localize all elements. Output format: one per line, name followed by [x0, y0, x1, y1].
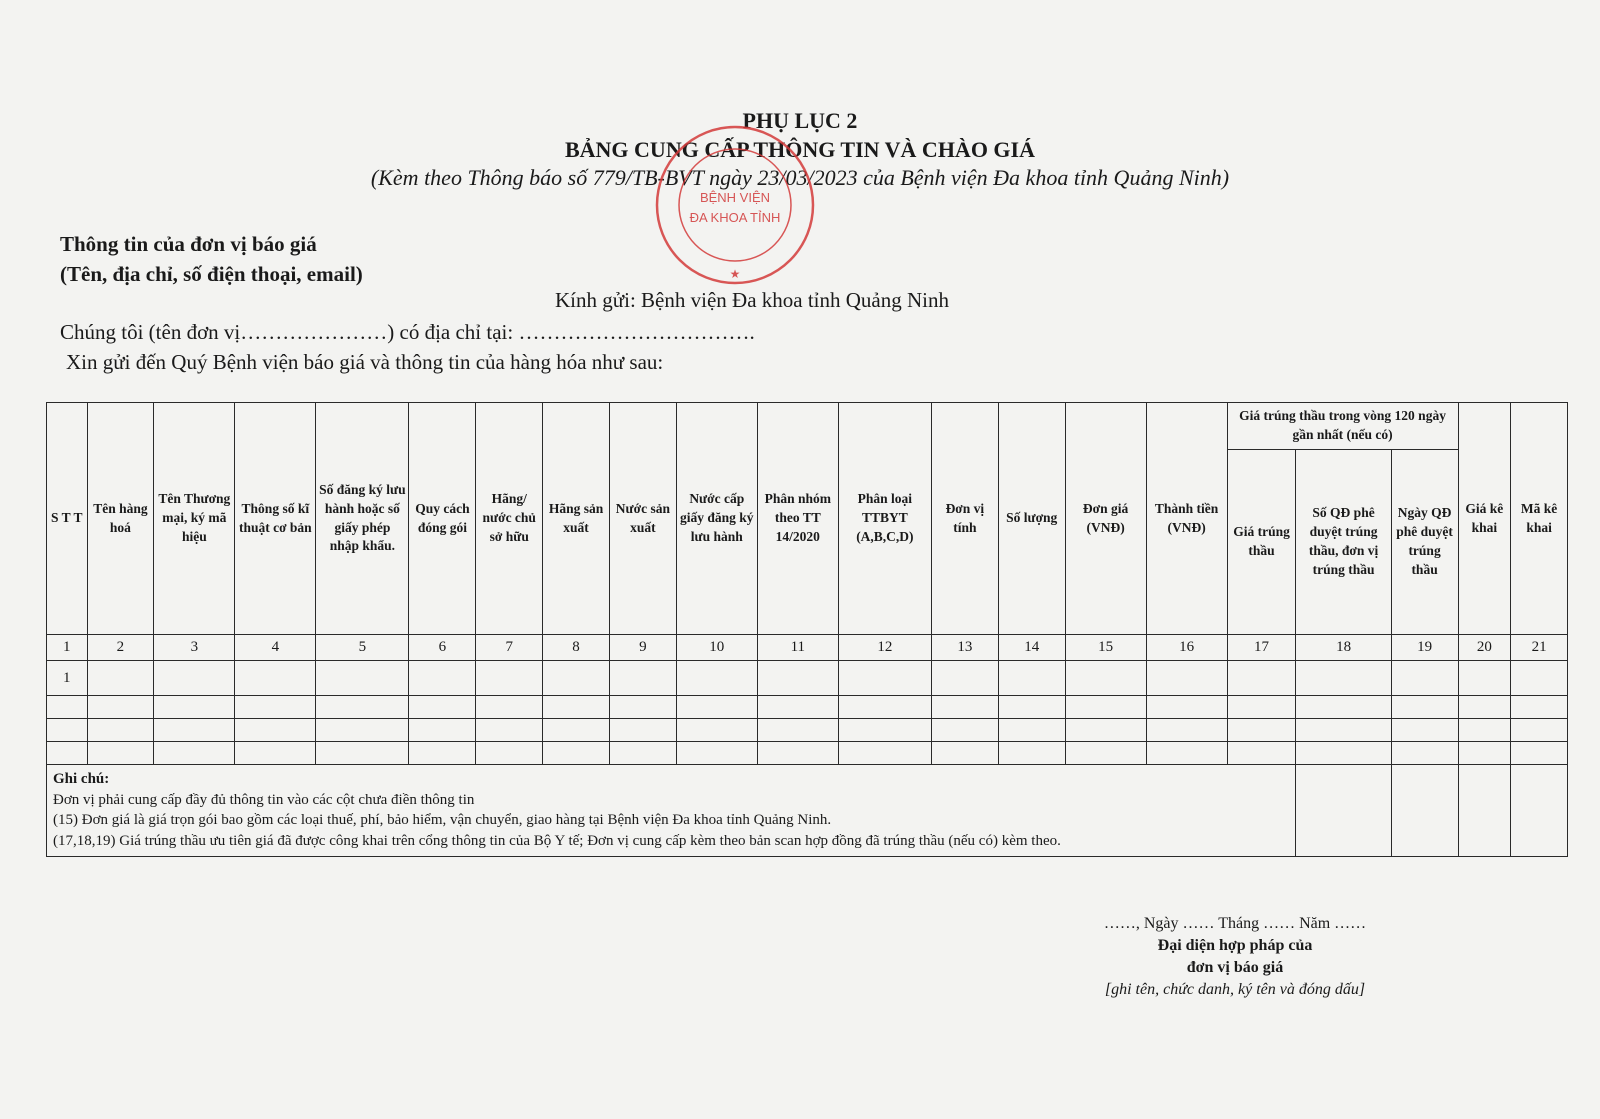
col-number: 7 — [476, 635, 543, 661]
table-cell — [931, 661, 998, 696]
table-cell — [1511, 742, 1568, 765]
col-ten-hang: Tên hàng hoá — [87, 403, 154, 635]
table-cell — [1458, 719, 1511, 742]
table-cell — [47, 719, 88, 742]
col-thanh-tien: Thành tiền (VNĐ) — [1146, 403, 1227, 635]
table-cell — [1458, 661, 1511, 696]
table-cell — [476, 719, 543, 742]
table-cell — [409, 696, 476, 719]
stamp-line-2: ĐA KHOA TỈNH — [689, 210, 781, 225]
table-cell — [476, 661, 543, 696]
col-hang-chu-so-huu: Hãng/ nước chủ sở hữu — [476, 403, 543, 635]
col-don-gia: Đơn giá (VNĐ) — [1065, 403, 1146, 635]
quotation-table — [46, 402, 1568, 857]
col-number: 11 — [757, 635, 838, 661]
empty-cell — [1391, 765, 1458, 857]
note-line: (17,18,19) Giá trúng thầu ưu tiên giá đã được công khai trên cổng thông tin của Bộ Y tế; Đơn vị cung cấp kèm theo bản scan hợp đồng đã trúng thầu (nếu có) kèm theo. — [53, 833, 1061, 850]
table-cell — [609, 719, 676, 742]
row-stt: 1 — [47, 661, 88, 696]
col-number: 12 — [838, 635, 931, 661]
document-title: BẢNG CUNG CẤP THÔNG TIN VÀ CHÀO GIÁ — [564, 137, 1035, 162]
table-cell — [316, 696, 409, 719]
hospital-stamp — [650, 120, 820, 290]
table-row — [47, 742, 1568, 765]
col-number: 15 — [1065, 635, 1146, 661]
col-number: 2 — [87, 635, 154, 661]
table-cell — [1391, 742, 1458, 765]
table-row — [47, 696, 1568, 719]
table-cell — [1065, 696, 1146, 719]
table-cell — [1065, 661, 1146, 696]
table-cell — [676, 742, 757, 765]
col-group-gia-trung-thau: Giá trúng thầu trong vòng 120 ngày gần nhất (nếu có) — [1227, 403, 1458, 450]
col-number: 20 — [1458, 635, 1511, 661]
table-cell — [838, 696, 931, 719]
table-cell — [235, 661, 316, 696]
col-so-luong: Số lượng — [998, 403, 1065, 635]
table-cell — [609, 661, 676, 696]
table-cell — [1511, 661, 1568, 696]
col-number: 17 — [1227, 635, 1296, 661]
empty-cell — [1458, 765, 1511, 857]
table-cell — [1511, 719, 1568, 742]
request-line: Xin gửi đến Quý Bệnh viện báo giá và thông tin của hàng hóa như sau: — [66, 350, 664, 374]
notes-title: Ghi chú: — [53, 771, 110, 787]
col-don-vi-tinh: Đơn vị tính — [931, 403, 998, 635]
table-cell — [1227, 719, 1296, 742]
table-cell — [609, 696, 676, 719]
table-cell — [154, 742, 235, 765]
table-cell — [87, 742, 154, 765]
column-number-row — [47, 635, 1568, 661]
table-cell — [1458, 742, 1511, 765]
table-cell — [1146, 696, 1227, 719]
table-cell — [838, 661, 931, 696]
table-cell — [1391, 719, 1458, 742]
table-cell — [1296, 696, 1391, 719]
table-cell — [87, 696, 154, 719]
col-number: 10 — [676, 635, 757, 661]
col-so-dang-ky: Số đăng ký lưu hành hoặc số giấy phép nhập khẩu. — [316, 403, 409, 635]
col-number: 19 — [1391, 635, 1458, 661]
table-cell — [1296, 742, 1391, 765]
table-cell — [757, 696, 838, 719]
table-cell — [316, 719, 409, 742]
col-stt: S T T — [47, 403, 88, 635]
col-ngay-qd: Ngày QĐ phê duyệt trúng thầu — [1391, 450, 1458, 635]
table-cell — [1065, 719, 1146, 742]
col-hang-san-xuat: Hãng sản xuất — [543, 403, 610, 635]
table-cell — [931, 696, 998, 719]
table-cell — [838, 742, 931, 765]
notes-row — [47, 765, 1568, 857]
col-number: 13 — [931, 635, 998, 661]
col-thong-so: Thông số kĩ thuật cơ bản — [235, 403, 316, 635]
col-so-qd: Số QĐ phê duyệt trúng thầu, đơn vị trúng thầu — [1296, 450, 1391, 635]
table-cell — [1511, 696, 1568, 719]
table-cell — [1296, 661, 1391, 696]
table-row — [47, 661, 1568, 696]
col-phan-nhom: Phân nhóm theo TT 14/2020 — [757, 403, 838, 635]
company-line: Chúng tôi (tên đơn vị…………………) có địa chỉ tại: ……………………………. — [60, 320, 755, 344]
col-number: 16 — [1146, 635, 1227, 661]
col-nuoc-san-xuat: Nước sản xuất — [609, 403, 676, 635]
table-cell — [1065, 742, 1146, 765]
col-gia-trung-thau: Giá trúng thầu — [1227, 450, 1296, 635]
table-cell — [235, 719, 316, 742]
table-cell — [1296, 719, 1391, 742]
signature-instruction: [ghi tên, chức danh, ký tên và đóng dấu] — [1104, 981, 1366, 998]
table-cell — [757, 719, 838, 742]
table-cell — [87, 661, 154, 696]
document-subtitle: (Kèm theo Thông báo số 779/TB-BVT ngày 23/03/2023 của Bệnh viện Đa khoa tỉnh Quảng Ninh) — [370, 165, 1230, 190]
table-cell — [476, 696, 543, 719]
table-cell — [409, 719, 476, 742]
info-detail: (Tên, địa chỉ, số điện thoại, email) — [60, 262, 363, 286]
table-cell — [1227, 661, 1296, 696]
table-row — [47, 719, 1568, 742]
table-cell — [235, 696, 316, 719]
empty-cell — [1511, 765, 1568, 857]
col-quy-cach: Quy cách đóng gói — [409, 403, 476, 635]
table-cell — [409, 742, 476, 765]
table-cell — [543, 719, 610, 742]
table-cell — [676, 696, 757, 719]
addressee: Kính gửi: Bệnh viện Đa khoa tỉnh Quảng Ninh — [555, 288, 949, 312]
table-cell — [154, 719, 235, 742]
col-number: 14 — [998, 635, 1065, 661]
table-cell — [154, 696, 235, 719]
col-phan-loai: Phân loại TTBYT (A,B,C,D) — [838, 403, 931, 635]
notes-cell — [47, 765, 1296, 857]
signature-rep-1: Đại diện hợp pháp của — [1157, 937, 1313, 954]
note-line: Đơn vị phải cung cấp đầy đủ thông tin vào các cột chưa điền thông tin — [53, 791, 475, 808]
col-nuoc-cap-giay: Nước cấp giấy đăng ký lưu hành — [676, 403, 757, 635]
table-cell — [1146, 719, 1227, 742]
stamp-line-1: BỆNH VIỆN — [699, 190, 771, 205]
table-cell — [1227, 696, 1296, 719]
col-number: 4 — [235, 635, 316, 661]
table-cell — [931, 719, 998, 742]
table-cell — [609, 742, 676, 765]
signature-rep-2: đơn vị báo giá — [1186, 959, 1284, 976]
info-label: Thông tin của đơn vị báo giá — [60, 232, 317, 256]
table-cell — [998, 742, 1065, 765]
table-cell — [1458, 696, 1511, 719]
table-cell — [1227, 742, 1296, 765]
table-cell — [1391, 661, 1458, 696]
table-cell — [543, 661, 610, 696]
table-cell — [47, 742, 88, 765]
col-number: 21 — [1511, 635, 1568, 661]
table-cell — [235, 742, 316, 765]
table-cell — [543, 696, 610, 719]
table-cell — [757, 661, 838, 696]
col-ma-ke-khai: Mã kê khai — [1511, 403, 1568, 635]
table-cell — [154, 661, 235, 696]
col-number: 1 — [47, 635, 88, 661]
table-cell — [998, 696, 1065, 719]
col-number: 18 — [1296, 635, 1391, 661]
header-row-1 — [47, 403, 1568, 450]
signature-date: ……, Ngày …… Tháng …… Năm …… — [1103, 915, 1367, 932]
table-cell — [757, 742, 838, 765]
table-cell — [316, 742, 409, 765]
col-number: 5 — [316, 635, 409, 661]
table-cell — [1391, 696, 1458, 719]
table-cell — [998, 719, 1065, 742]
stamp-star-icon: ★ — [729, 267, 741, 281]
table-cell — [47, 696, 88, 719]
table-cell — [409, 661, 476, 696]
col-ten-thuong-mai: Tên Thương mại, ký mã hiệu — [154, 403, 235, 635]
table-cell — [838, 719, 931, 742]
table-cell — [87, 719, 154, 742]
col-number: 6 — [409, 635, 476, 661]
appendix-title: PHỤ LỤC 2 — [742, 108, 858, 133]
table-cell — [998, 661, 1065, 696]
table-cell — [931, 742, 998, 765]
col-gia-ke-khai: Giá kê khai — [1458, 403, 1511, 635]
table-cell — [543, 742, 610, 765]
table-cell — [476, 742, 543, 765]
table-cell — [676, 719, 757, 742]
table-cell — [316, 661, 409, 696]
empty-cell — [1296, 765, 1391, 857]
col-number: 8 — [543, 635, 610, 661]
table-cell — [1146, 661, 1227, 696]
col-number: 3 — [154, 635, 235, 661]
note-line: (15) Đơn giá là giá trọn gói bao gồm các loại thuế, phí, bảo hiểm, vận chuyển, giao hàng tại Bệnh viện Đa khoa tỉnh Quảng Ninh. — [53, 812, 832, 829]
col-number: 9 — [609, 635, 676, 661]
table-cell — [1146, 742, 1227, 765]
table-cell — [676, 661, 757, 696]
